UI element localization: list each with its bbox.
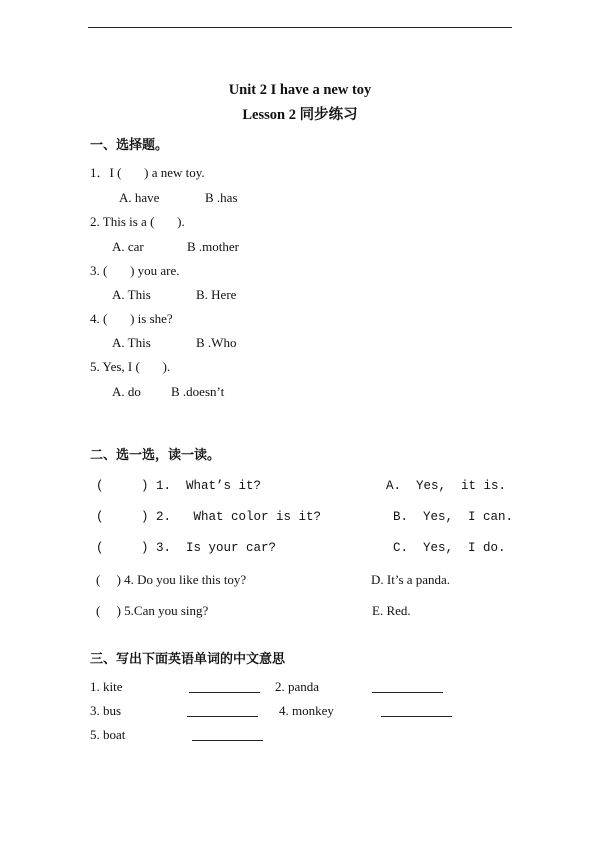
match-question-5: ( ) 5.Can you sing? (96, 603, 209, 618)
match-question-1: ( ) 1. What’s it? (96, 479, 262, 493)
q2-text: 2. This is a ( ). (90, 214, 185, 229)
section1-heading: 一、选择题。 (90, 138, 169, 153)
q3-option-a: A. This (112, 287, 151, 302)
q1-text: 1．I ( ) a new toy. (90, 165, 205, 180)
match-question-4: ( ) 4. Do you like this toy? (96, 572, 247, 587)
q3-option-b: B. Here (196, 287, 237, 302)
worksheet-title: Unit 2 I have a new toy (228, 82, 372, 98)
match-question-3: ( ) 3. Is your car? (96, 541, 277, 555)
word-boat: 5. boat (90, 727, 126, 742)
section3-heading: 三、写出下面英语单词的中文意思 (90, 652, 286, 667)
answer-blank-monkey[interactable] (381, 716, 452, 717)
q4-option-a: A. This (112, 335, 151, 350)
word-bus: 3. bus (90, 703, 122, 718)
answer-blank-panda[interactable] (372, 692, 443, 693)
q2-option-a: A. car (112, 239, 144, 254)
q5-option-b: B .doesn’t (171, 384, 225, 399)
match-question-2: ( ) 2. What color is it? (96, 510, 322, 524)
q5-text: 5. Yes, I ( ). (90, 359, 171, 374)
answer-blank-kite[interactable] (189, 692, 260, 693)
answer-blank-boat[interactable] (192, 740, 263, 741)
q5-option-a: A. do (112, 384, 141, 399)
match-answer-e: E. Red. (372, 603, 411, 618)
match-answer-a: A. Yes, it is. (386, 479, 507, 493)
q1-option-a: A. have (119, 190, 160, 205)
q4-option-b: B .Who (196, 335, 237, 350)
word-kite: 1. kite (90, 679, 123, 694)
section2-heading: 二、选一选，读一读。 (90, 448, 221, 463)
top-rule (88, 27, 512, 28)
q1-option-b: B .has (205, 190, 238, 205)
match-answer-c: C. Yes, I do. (393, 541, 506, 555)
match-answer-d: D. It’s a panda. (371, 572, 451, 587)
worksheet-subtitle: Lesson 2 同步练习 (242, 107, 358, 123)
word-monkey: 4. monkey (279, 703, 334, 718)
match-answer-b: B. Yes, I can. (393, 510, 514, 524)
q3-text: 3. ( ) you are. (90, 263, 180, 278)
word-panda: 2. panda (275, 679, 320, 694)
q2-option-b: B .mother (187, 239, 239, 254)
q4-text: 4. ( ) is she? (90, 311, 173, 326)
answer-blank-bus[interactable] (187, 716, 258, 717)
